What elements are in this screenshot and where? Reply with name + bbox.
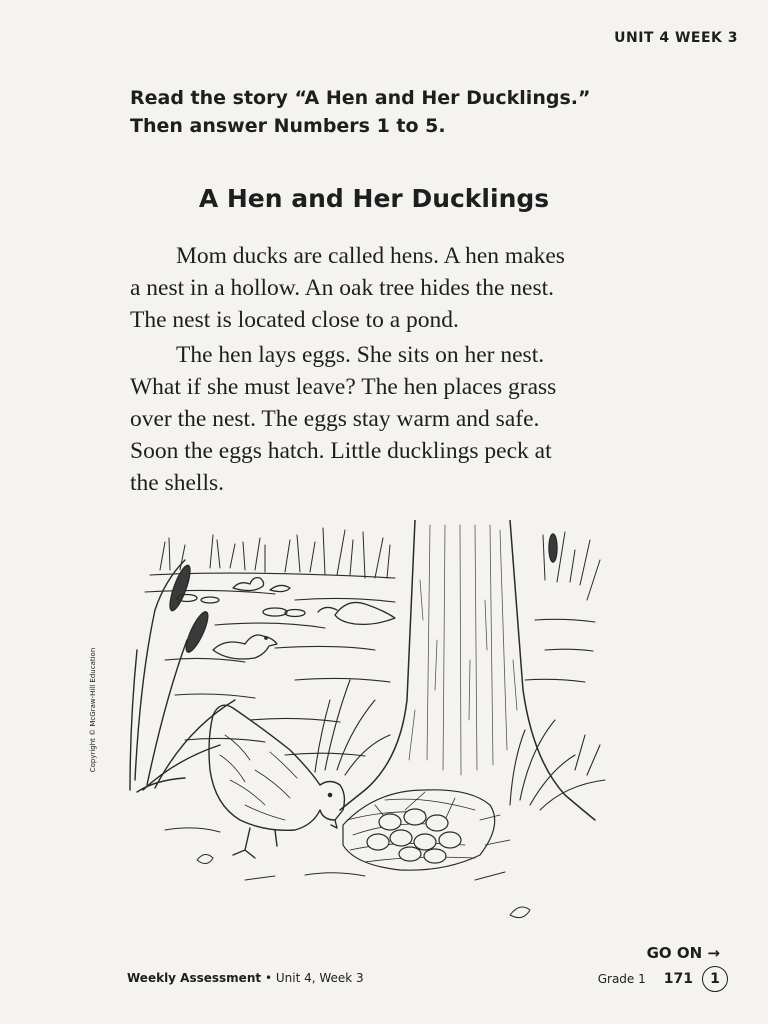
question-number-badge: 1 [702,966,728,992]
footer-assessment-label [127,971,364,985]
story-line: a nest in a hollow. An oak tree hides the nest. [130,275,554,301]
hen-and-nest-illustration [125,520,615,930]
footer-separator: • [264,971,273,985]
story-text [130,240,650,502]
story-line: Mom ducks are called hens. A hen makes [176,243,565,269]
background-reeds [160,528,600,600]
instructions [130,84,670,140]
story-paragraph-2 [130,339,650,499]
story-line: Soon the eggs hatch. Little ducklings peck at [130,438,552,464]
story-line: The nest is located close to a pond. [130,307,459,333]
footer-page-info [598,966,728,992]
story-line: The hen lays eggs. She sits on her nest. [176,342,545,368]
unit-week-label: UNIT 4 WEEK 3 [614,30,738,46]
page-number: 171 [663,971,693,987]
story-paragraph-1 [130,240,650,336]
story-line: What if she must leave? The hen places grass [130,374,557,400]
copyright-notice: Copyright © McGraw-Hill Education [89,647,97,773]
assessment-title: Weekly Assessment [127,971,262,985]
hen [209,705,344,858]
story-title: A Hen and Her Ducklings [198,184,550,213]
fallen-leaves [165,828,530,918]
assessment-unit: Unit 4, Week 3 [275,971,364,985]
story-line: the shells. [130,470,224,496]
oak-tree-trunk [340,520,595,820]
story-line: over the nest. The eggs stay warm and safe. [130,406,540,432]
go-on-indicator: GO ON → [646,944,720,962]
grade-label: Grade 1 [597,972,646,986]
instructions-line-2: Then answer Numbers 1 to 5. [130,115,446,137]
pond-water-lines [145,573,595,756]
eggs [367,809,461,863]
swimming-ducks [177,578,395,659]
instructions-line-1: Read the story “A Hen and Her Ducklings.” [130,87,591,109]
